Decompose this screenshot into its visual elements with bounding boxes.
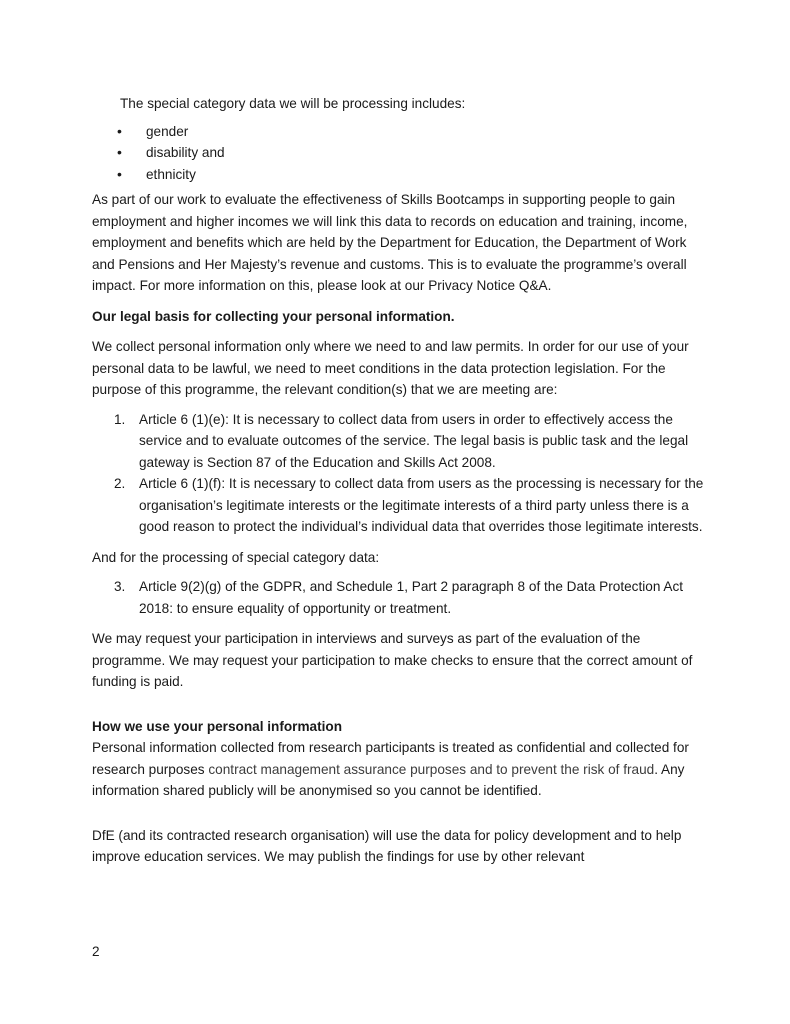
list-item: • gender xyxy=(92,121,704,143)
usage-text-start: Personal information collected from research participants is treated as confidential and collected for research purposes xyxy=(92,740,689,777)
list-item-text: Article 9(2)(g) of the GDPR, and Schedule 1, Part 2 paragraph 8 of the Data Protection Act 2018: to ensure equality of opportunity or treatment. xyxy=(139,579,684,616)
special-conditions-list xyxy=(92,576,704,619)
list-item-text: Article 6 (1)(e): It is necessary to collect data from users in order to effectively access the service and to evaluate outcomes of the service. The legal basis is public task and the legal gateway is Section 87 of the Education and Skills Act 2008. xyxy=(139,411,689,470)
list-item: • ethnicity xyxy=(92,164,704,186)
list-item: • disability and xyxy=(92,142,704,164)
list-item xyxy=(92,576,704,619)
list-item xyxy=(92,473,704,538)
list-number: 1. xyxy=(114,411,126,427)
policy-paragraph: DfE (and its contracted research organisation) will use the data for policy development and to help improve education services. We may publish the findings for use by other relevant xyxy=(92,827,682,864)
list-number: 3. xyxy=(114,579,126,594)
special-data-intro: The special category data we will be processing includes: xyxy=(120,96,466,111)
list-number: 2. xyxy=(114,476,126,491)
usage-heading: How we use your personal information xyxy=(92,718,343,734)
page-number: 2 xyxy=(92,944,100,959)
list-item xyxy=(92,409,704,474)
usage-paragraph xyxy=(92,737,704,802)
legal-basis-heading: Our legal basis for collecting your personal information. xyxy=(92,308,455,324)
usage-text-gray: contract management assurance purposes and to prevent the risk of fraud xyxy=(208,761,655,777)
usage-text-end: . Any information shared publicly will be anonymised so you cannot be identified. xyxy=(92,761,685,798)
participation-paragraph: We may request your participation in interviews and surveys as part of the evaluation of the programme. We may request your participation to make checks to ensure that the correct amount of funding is paid. xyxy=(92,631,693,689)
page-content xyxy=(92,93,704,868)
list-item-text: Article 6 (1)(f): It is necessary to collect data from users as the processing is necessary for the organisation’s legitimate interests or the legitimate interests of a third party unless there is a good reason to protect the individual’s individual data that overrides those legitimate interests. xyxy=(139,476,704,534)
special-category-paragraph: And for the processing of special category data: xyxy=(92,549,380,565)
legal-basis-paragraph: We collect personal information only where we need to and law permits. In order for our use of your personal data to be lawful, we need to meet conditions in the data protection legislation. For the purpose of this programme, the relevant condition(s) that we are meeting are: xyxy=(92,339,689,397)
special-data-list xyxy=(92,121,704,186)
evaluation-paragraph: As part of our work to evaluate the effectiveness of Skills Bootcamps in supporting people to gain employment and higher incomes we will link this data to records on education and training, income, employment and benefits which are held by the Department for Education, the Department of Work and Pensions and Her Majesty’s revenue and customs. This is to evaluate the programme’s overall impact. For more information on this, please look at our Privacy Notice Q&A. xyxy=(92,192,688,293)
conditions-list xyxy=(92,409,704,538)
